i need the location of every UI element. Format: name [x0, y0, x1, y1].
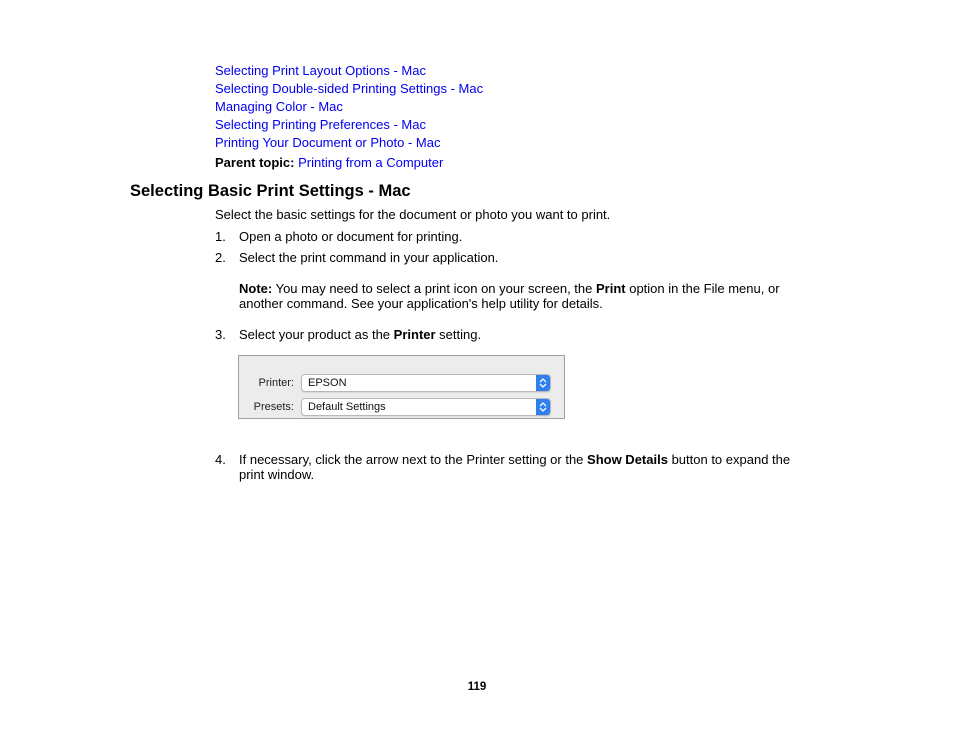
printer-label: Printer: [258, 377, 294, 389]
printer-row [239, 374, 564, 394]
note-text-after: option in the File menu, or another command. See your application's help utility for details. [239, 281, 780, 311]
step-text-after: setting. [435, 327, 482, 342]
step-1 [215, 229, 462, 244]
step-text: Open a photo or document for printing. [239, 229, 463, 244]
parent-topic-link[interactable]: Printing from a Computer [298, 155, 444, 170]
step-2 [215, 250, 498, 265]
presets-select[interactable] [301, 398, 551, 416]
step-number: 2. [215, 250, 226, 265]
page-number: 119 [467, 681, 487, 693]
step-number: 1. [215, 229, 226, 244]
step-text-before: Select your product as the [239, 327, 394, 342]
step-3 [215, 327, 481, 342]
link-print-layout-options[interactable]: Selecting Print Layout Options - Mac [215, 63, 426, 78]
step-text-after: button to expand the print window. [239, 452, 791, 482]
note-label: Note: [239, 281, 273, 296]
step-bold: Printer [393, 327, 436, 342]
step-text: Select the print command in your application. [239, 250, 499, 265]
section-title: Selecting Basic Print Settings - Mac [130, 182, 411, 200]
printer-stepper-icon[interactable] [536, 375, 550, 391]
parent-topic-label: Parent topic: [215, 155, 295, 170]
related-links [215, 62, 483, 152]
link-printing-document-photo[interactable]: Printing Your Document or Photo - Mac [215, 135, 441, 150]
step-4 [215, 452, 239, 467]
section-intro: Select the basic settings for the document or photo you want to print. [215, 207, 611, 222]
presets-stepper-icon[interactable] [536, 399, 550, 415]
printer-value: EPSON [308, 377, 347, 389]
step-text-before: If necessary, click the arrow next to the Printer setting or the [239, 452, 588, 467]
presets-value: Default Settings [308, 401, 386, 413]
link-managing-color[interactable]: Managing Color - Mac [215, 99, 343, 114]
note-text-before: You may need to select a print icon on your screen, the [272, 281, 596, 296]
printer-select[interactable] [301, 374, 551, 392]
step-bold: Show Details [587, 452, 668, 467]
note [239, 281, 819, 311]
note-bold-print: Print [595, 281, 626, 296]
step-number: 3. [215, 327, 226, 342]
link-double-sided-printing[interactable]: Selecting Double-sided Printing Settings - Mac [215, 81, 484, 96]
parent-topic [215, 155, 443, 170]
link-printing-preferences[interactable]: Selecting Printing Preferences - Mac [215, 117, 426, 132]
presets-label: Presets: [253, 401, 294, 413]
presets-row [239, 398, 564, 418]
print-dialog-screenshot [238, 355, 565, 419]
step-number: 4. [215, 452, 226, 467]
step-4-body [239, 452, 809, 482]
